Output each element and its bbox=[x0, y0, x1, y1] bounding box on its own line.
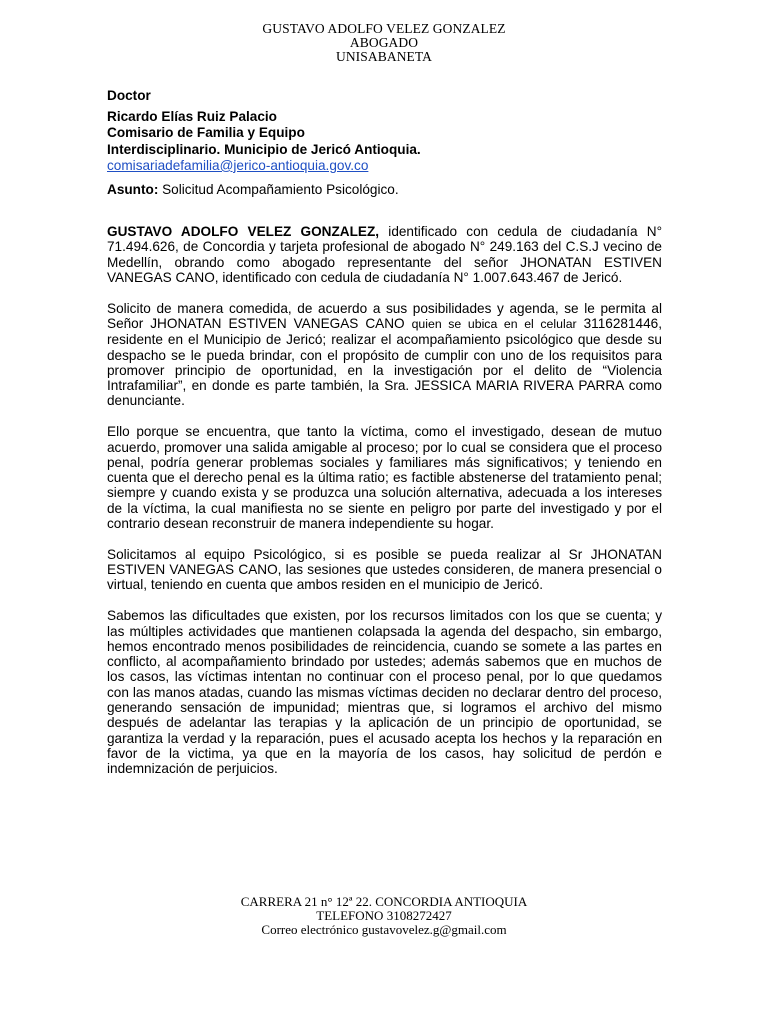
letter-footer bbox=[0, 895, 768, 938]
footer-email: Correo electrónico gustavovelez.g@gmail.com bbox=[261, 922, 507, 938]
addressee-salutation: Doctor bbox=[107, 88, 151, 103]
addressee-email-link[interactable]: comisariadefamilia@jerico-antioquia.gov.co bbox=[107, 157, 369, 173]
letterhead-name: GUSTAVO ADOLFO VELEZ GONZALEZ bbox=[262, 21, 506, 36]
addressee-title-line2: Interdisciplinario. Municipio de Jericó Antioquia. bbox=[107, 141, 421, 157]
addressee-block bbox=[107, 88, 421, 174]
subject-label: Asunto: bbox=[107, 182, 159, 197]
body-paragraph-4: Solicitamos al equipo Psicológico, si es posible se pueda realizar al Sr JHONATAN ESTIVEN VANEGAS CANO, las sesiones que ustedes consideren, de manera presencial o virtual, teniendo en cuenta que ambos residen en el municipio de Jericó. bbox=[107, 546, 662, 593]
body-paragraph-3: Ello porque se encuentra, que tanto la víctima, como el investigado, desean de mutuo acuerdo, promover una salida amigable al proceso; por lo cual se considera que el proceso penal, podría generar problemas sociales y familiares más significativos; y teniendo en cuenta que el derecho penal es la última ratio; es factible abstenerse del tratamiento penal; siempre y cuando exista y se produzca una solución alternativa, adecuada a los intereses de la víctima, la cual manifiesta no se siente en peligro por parte del investigado y por el contrario desean reconstruir de manera independiente su hogar. bbox=[107, 424, 662, 532]
body-paragraph-5: Sabemos las dificultades que existen, por los recursos limitados con los que se cuenta; y las múltiples actividades que mantienen colapsada la agenda del despacho, sin embargo, hemos encontrado menos posibilidades de reincidencia, cuando se somete a las partes en conflicto, al acompañamiento brindado por ustedes; además sabemos que en muchos de los casos, las víctimas intentan no continuar con el proceso penal, por lo que quedamos con las manos atadas, cuando las mismas víctimas deciden no declarar dentro del proceso, generando sensación de impunidad; mientras que, si logramos el archivo del mismo después de adelantar las terapias y la aplicación de un principio de oportunidad, se garantiza la verdad y la reparación, pues el acusado acepta los hechos y la reparación en favor de la victima, ya que en la mayoría de los casos, hay solicitud de perdón e indemnización de perjuicios. bbox=[107, 608, 662, 777]
paragraph-1-text: identificado con cedula de ciudadanía N° 71.494.626, de Concordia y tarjeta profesional de abogado N° 249.163 del C.S.J vecino de Medellín, obrando como abogado representante del señor JHONATAN ESTIVEN VANEGAS CANO, identificado con cedula de ciudadanía N° 1.007.643.467 de Jericó. bbox=[107, 224, 662, 285]
letterhead-university: UNISABANETA bbox=[335, 49, 432, 64]
subject-line bbox=[107, 182, 399, 198]
letter-body bbox=[107, 224, 662, 792]
paragraph-2-small-text: quien se ubica en el celular bbox=[411, 316, 577, 331]
letterhead-profession: ABOGADO bbox=[349, 35, 419, 50]
addressee-name: Ricardo Elías Ruiz Palacio bbox=[107, 109, 277, 125]
body-paragraph-1 bbox=[107, 224, 662, 285]
paragraph-2-text-a: Solicito de manera comedida, de acuerdo a sus posibilidades y agenda, se le permita al Señor JHONATAN ESTIVEN VANEGAS CANO bbox=[107, 300, 662, 331]
sender-name: GUSTAVO ADOLFO VELEZ GONZALEZ, bbox=[107, 224, 380, 239]
subject-text: Solicitud Acompañamiento Psicológico. bbox=[158, 182, 399, 197]
footer-address: CARRERA 21 n° 12ª 22. CONCORDIA ANTIOQUIA bbox=[240, 894, 528, 909]
body-paragraph-2 bbox=[107, 301, 662, 409]
letterhead bbox=[0, 22, 768, 64]
addressee-title-line1: Comisario de Familia y Equipo bbox=[107, 125, 305, 141]
footer-phone: TELEFONO 3108272427 bbox=[316, 908, 452, 924]
paragraph-2-text-b: 3116281446, residente en el Municipio de Jericó; realizar el acompañamiento psicológico que desde su despacho se le pueda brindar, con el propósito de cumplir con uno de los requisitos para promover principio de oportunidad, en la investigación por el delito de “Violencia Intrafamiliar”, en donde es parte también, la Sra. JESSICA MARIA RIVERA PARRA como denunciante. bbox=[107, 315, 662, 409]
